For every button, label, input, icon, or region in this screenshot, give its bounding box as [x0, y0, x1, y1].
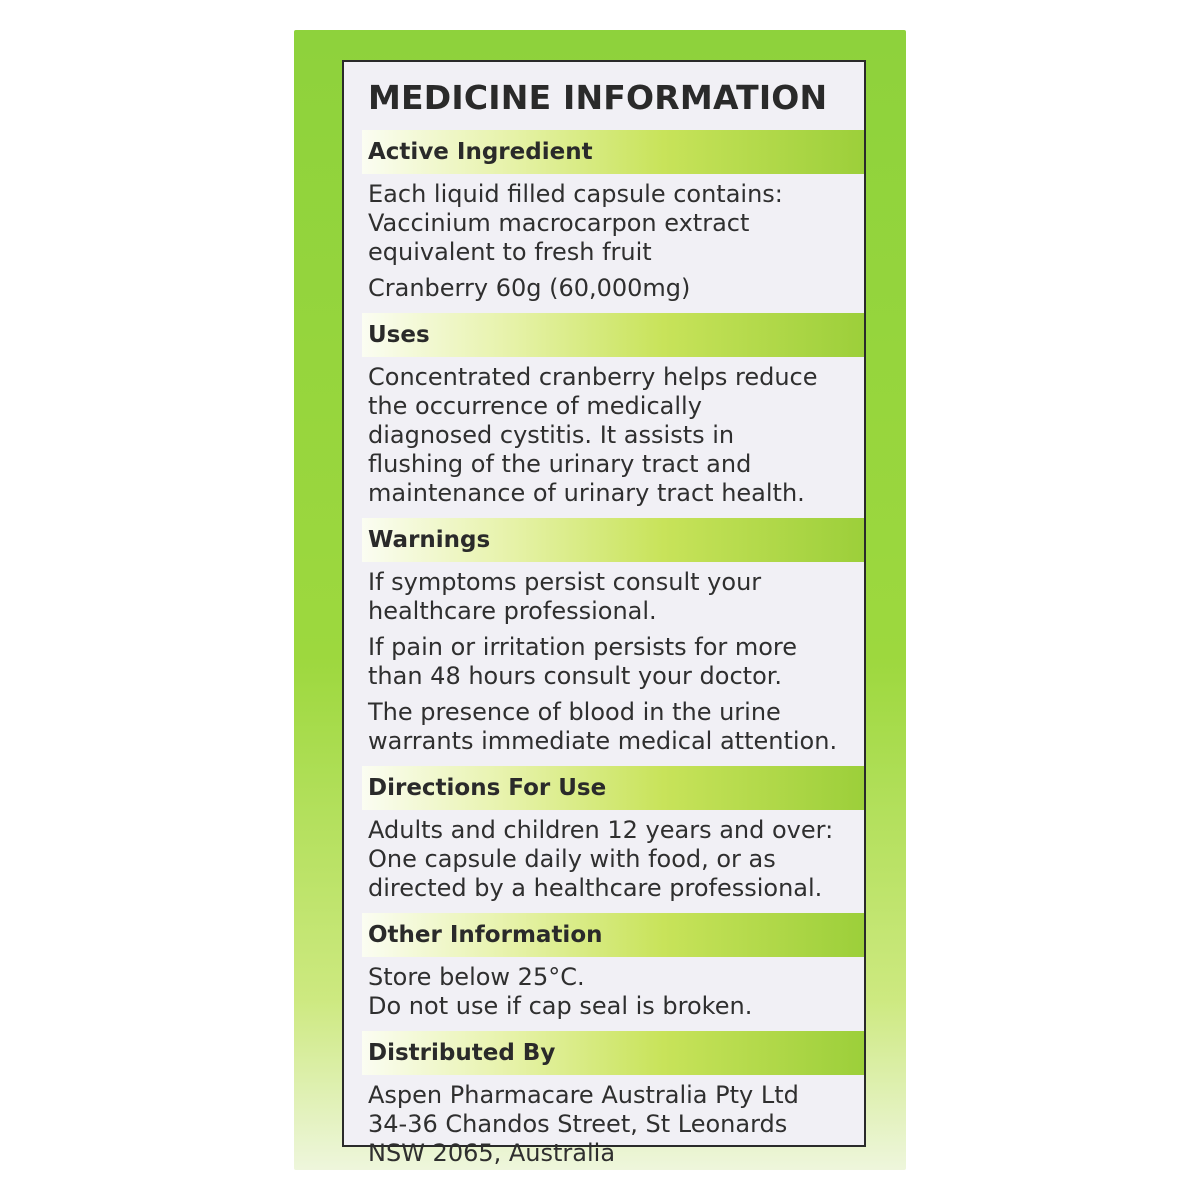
section-uses — [344, 313, 864, 518]
section-active-ingredient — [344, 130, 864, 313]
section-paragraph: If symptoms persist consult your healthcare professional. — [368, 568, 762, 625]
section-heading: Distributed By — [362, 1031, 864, 1075]
section-heading: Directions For Use — [362, 766, 864, 810]
section-body — [344, 957, 864, 1031]
section-body — [344, 1075, 864, 1178]
section-paragraph: If pain or irritation persists for more than 48 hours consult your doctor. — [368, 633, 798, 690]
section-body — [344, 562, 864, 766]
section-paragraph: Concentrated cranberry helps reduce the occurrence of medically diagnosed cystitis. It assists in flushing of the urinary tract and maintenance of urinary tract health. — [368, 363, 818, 507]
section-paragraph: Adults and children 12 years and over: One capsule daily with food, or as directed by a healthcare professional. — [368, 816, 834, 902]
section-body — [344, 810, 864, 913]
section-warnings — [344, 518, 864, 766]
panel-title: MEDICINE INFORMATION — [368, 78, 828, 117]
section-paragraph: Aspen Pharmacare Australia Pty Ltd 34-36 Chandos Street, St Leonards NSW 2065, Australia — [368, 1081, 799, 1167]
section-paragraph: Store below 25°C. Do not use if cap seal is broken. — [368, 963, 753, 1020]
section-body — [344, 174, 864, 313]
section-heading: Uses — [362, 313, 864, 357]
section-directions-for-use — [344, 766, 864, 913]
section-heading: Active Ingredient — [362, 130, 864, 174]
section-heading: Other Information — [362, 913, 864, 957]
section-paragraph: The presence of blood in the urine warrants immediate medical attention. — [368, 698, 838, 755]
section-heading: Warnings — [362, 518, 864, 562]
section-paragraph: Each liquid filled capsule contains: Vaccinium macrocarpon extract equivalent to fresh fruit — [368, 180, 783, 266]
medicine-information-panel — [342, 60, 866, 1167]
section-other-information — [344, 913, 864, 1031]
section-body — [344, 357, 864, 518]
section-paragraph: Cranberry 60g (60,000mg) — [368, 274, 691, 302]
section-distributed-by — [344, 1031, 864, 1178]
